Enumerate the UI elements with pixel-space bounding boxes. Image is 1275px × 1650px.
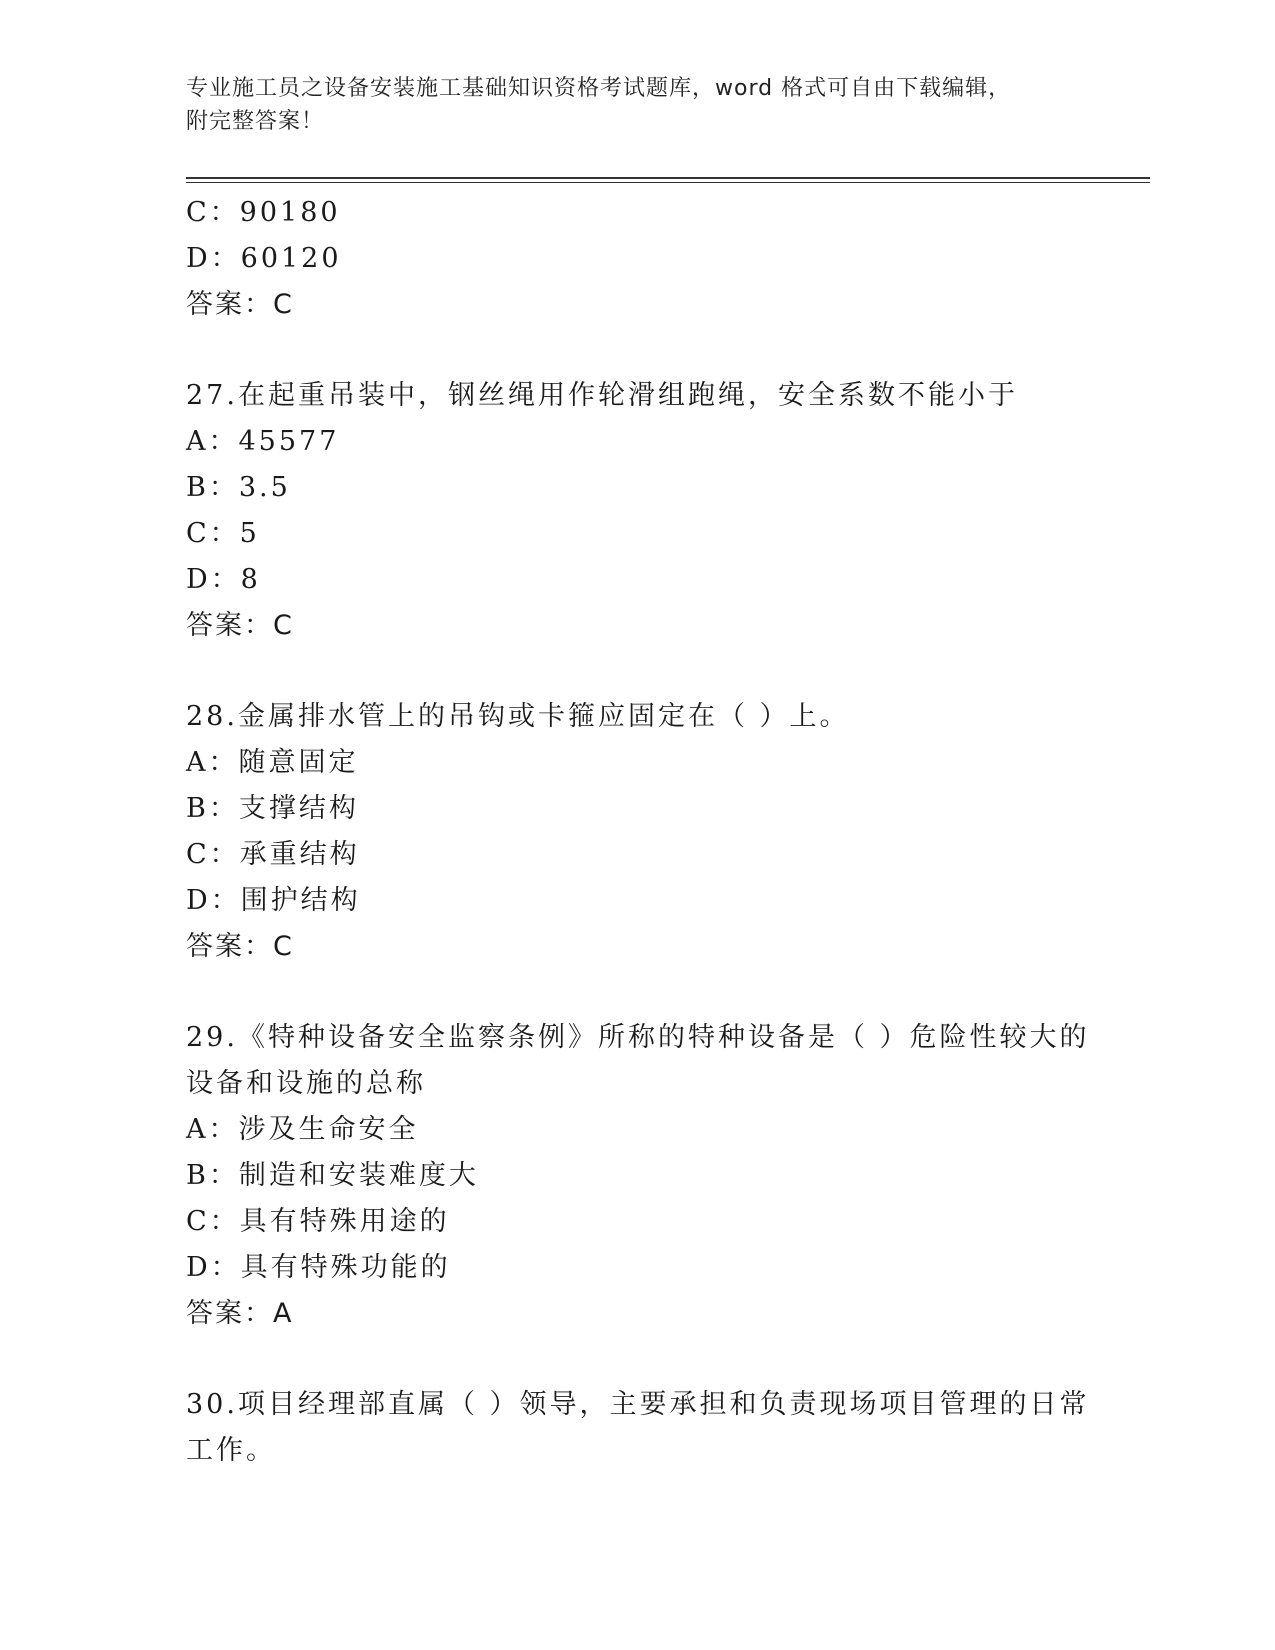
answer: 答案：C [186, 931, 294, 962]
option-d: D：60120 [186, 243, 342, 274]
document-header [186, 72, 1086, 138]
header-divider-thin [186, 182, 1150, 183]
option-d: D：围护结构 [186, 885, 361, 916]
answer: 答案：C [186, 289, 294, 320]
question-title: 27.在起重吊装中，钢丝绳用作轮滑组跑绳，安全系数不能小于 [186, 380, 1018, 411]
option-d: D：8 [186, 564, 261, 595]
option-a: A：45577 [186, 426, 340, 457]
option-a: A：随意固定 [186, 747, 359, 778]
question-26-tail [186, 190, 1086, 328]
question-30 [186, 1382, 1090, 1474]
option-c: C：具有特殊用途的 [186, 1206, 450, 1237]
answer: 答案：A [186, 1298, 294, 1329]
header-divider-thick [186, 177, 1150, 179]
option-b: B：支撑结构 [186, 793, 359, 824]
question-title-line-1: 30.项目经理部直属（ ）领导，主要承担和负责现场项目管理的日常 [186, 1389, 1090, 1420]
question-28 [186, 694, 1086, 970]
answer: 答案：C [186, 610, 294, 641]
option-b: B：制造和安装难度大 [186, 1160, 479, 1191]
option-c: C：承重结构 [186, 839, 360, 870]
question-title: 28.金属排水管上的吊钩或卡箍应固定在（ ）上。 [186, 701, 850, 732]
header-line-1: 专业施工员之设备安装施工基础知识资格考试题库，word 格式可自由下载编辑， [186, 76, 1012, 101]
question-29 [186, 1015, 1090, 1337]
question-title-line-2: 设备和设施的总称 [186, 1068, 426, 1099]
option-c: C：90180 [186, 197, 341, 228]
header-line-2: 附完整答案！ [186, 109, 325, 134]
question-list [186, 190, 1090, 1474]
question-27 [186, 373, 1086, 649]
option-a: A：涉及生命安全 [186, 1114, 419, 1145]
question-title-line-1: 29.《特种设备安全监察条例》所称的特种设备是（ ）危险性较大的 [186, 1022, 1090, 1053]
option-d: D：具有特殊功能的 [186, 1252, 451, 1283]
option-b: B：3.5 [186, 472, 291, 503]
question-title-line-2: 工作。 [186, 1435, 276, 1466]
option-c: C：5 [186, 518, 260, 549]
